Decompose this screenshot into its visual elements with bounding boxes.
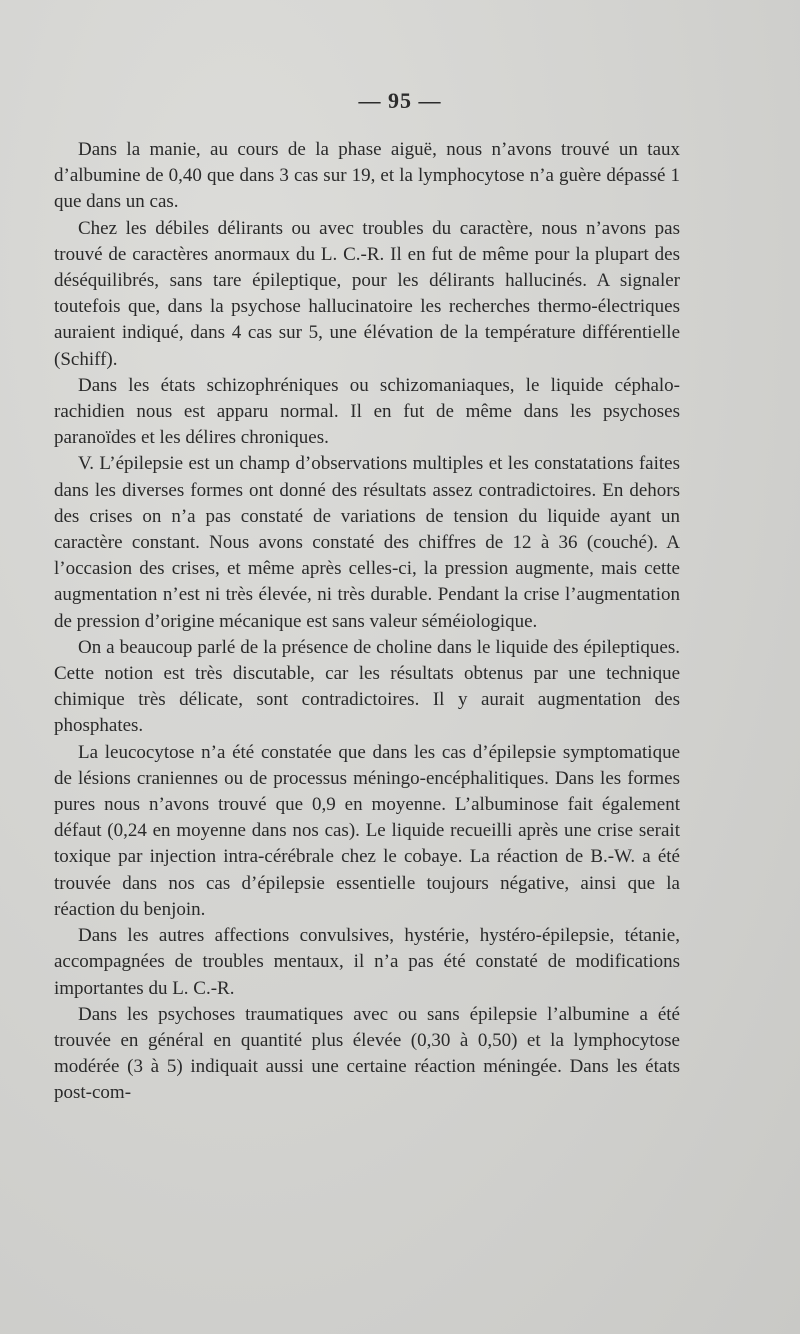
paragraph-schizophrenic-states: Dans les états schizophréniques ou schizomaniaques, le liquide céphalo-rachidien nous est apparu normal. Il en fut de même dans les psychoses paranoïdes et les délires chroniques.: [54, 374, 680, 449]
body-text: [54, 137, 680, 1107]
paragraph-convulsive-affections: Dans les autres affections convulsives, hystérie, hystéro-épilepsie, tétanie, accompagnées de troubles mentaux, il n’a pas été constaté de modifications importantes du L. C.-R.: [54, 925, 680, 999]
paragraph-leucocytose: La leucocytose n’a été constatée que dans les cas d’épilepsie symptomatique de lésions craniennes ou de processus méningo-encéphalitiques. Dans les formes pures nous n’avons trouvé que 0,9 en moyenne. L’albuminose fait également défaut (0,24 en moyenne dans nos cas). Le liquide recueilli après une crise serait toxique par injection intra-cérébrale chez le cobaye. La réaction de B.-W. a été trouvée dans nos cas d’épilepsie essentielle toujours négative, ainsi que la réaction du benjoin.: [54, 741, 680, 920]
paragraph-epilepsy: V. L’épilepsie est un champ d’observations multiples et les constatations faites dans les diverses formes ont donné des résultats assez contradictoires. En dehors des crises on n’a pas constaté de variations de tension du liquide ayant un caractère constant. Nous avons constaté des chiffres de 12 à 36 (couché). A l’occasion des crises, et même après celles-ci, la pression augmente, mais cette augmentation n’est ni très élevée, ni très durable. Pendant la crise l’augmentation de pression d’origine mécanique est sans valeur séméiologique.: [54, 453, 680, 632]
page-number: — 95 —: [358, 88, 442, 113]
paragraph-traumatic-psychoses: Dans les psychoses traumatiques avec ou sans épilepsie l’albumine a été trouvée en général en quantité plus élevée (0,30 à 0,50) et la lymphocytose modérée (3 à 5) indiquait aussi une certaine réaction méningée. Dans les états post-com-: [54, 1003, 680, 1104]
paragraph-mania: Dans la manie, au cours de la phase aiguë, nous n’avons trouvé un taux d’albumine de 0,40 que dans 3 cas sur 19, et la lymphocytose n’a guère dépassé 1 que dans un cas.: [54, 139, 680, 213]
paragraph-debiles-delirants: Chez les débiles délirants ou avec troubles du caractère, nous n’avons pas trouvé de caractères anormaux du L. C.-R. Il en fut de même pour la plupart des déséquilibrés, sans tare épileptique, pour les délirants hallucinés. A signaler toutefois que, dans la psychose hallucinatoire les recherches thermo-électriques auraient indiqué, dans 4 cas sur 5, une élévation de la température différentielle (Schiff).: [54, 217, 680, 370]
paragraph-choline: On a beaucoup parlé de la présence de choline dans le liquide des épileptiques. Cette notion est très discutable, car les résultats obtenus par une technique chimique très délicate, sont contradictoires. Il y aurait augmentation des phosphates.: [54, 636, 680, 737]
